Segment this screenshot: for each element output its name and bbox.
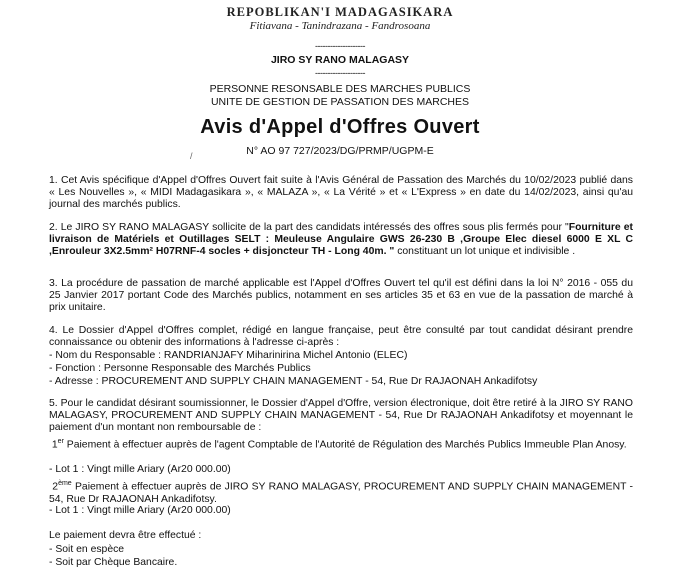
payment-2-ordinal: ème xyxy=(58,480,72,487)
section-5-text: 5. Pour le candidat désirant soumissionner, le Dossier d'Appel d'Offre, version électronique, doit être retiré à la JIRO SY RANO MALAGASY, PROCUREMENT AND SUPPLY CHAIN MANAGEMENT - 54, Rue Dr RAJAONAH Ankadifotsy et moyennant le paiement d'un montant non remboursable de : xyxy=(49,398,633,434)
payment-2 xyxy=(49,478,633,506)
section-3-text: 3. La procédure de passation de marché applicable est l'Appel d'Offres Ouvert tel qu'il est défini dans la loi N° 2016 - 055 du 25 Janvier 2017 portant Code des Marchés publics, notamment en ses articles 35 et 63 en vue de la passation de marché à prix unitaire. xyxy=(49,278,633,314)
prmp-heading: PERSONNE RESONSABLE DES MARCHES PUBLICS xyxy=(209,83,471,95)
payment-1-ordinal: er xyxy=(57,438,64,445)
payment-methods-intro: Le paiement devra être effectué : xyxy=(49,530,202,541)
payment-method-cheque: - Soit par Chèque Bancaire. xyxy=(49,557,178,568)
section-5 xyxy=(49,398,633,435)
ugpm-heading: UNITE DE GESTION DE PASSATION DES MARCHES xyxy=(210,96,470,108)
section-2-intro: 2. Le JIRO SY RANO MALAGASY sollicite de la part des candidats intéressés des offres sous plis fermés pour " xyxy=(49,222,569,233)
payment-1 xyxy=(49,436,633,452)
section-2-object: Fourniture et livraison de Matériels et Outillages SELT : Meuleuse Angulaire GWS 26-230 B ,Groupe Elec diesel 6000 E XL C ,Enrouleur 3X2.5mm² H07RNF-4 socles + disjoncteur TH - Long 40m. " xyxy=(49,222,633,258)
payment-1-description: Paiement à effectuer auprès de l'agent Comptable de l'Autorité de Régulation des Marchés Publics Immeuble Plan Anosy. xyxy=(63,439,627,451)
contact-function: - Fonction : Personne Responsable des Marchés Publics xyxy=(49,363,311,374)
payment-2-number: 2 xyxy=(52,481,59,493)
national-motto: Fitiavana - Tanindrazana - Fandrosoana xyxy=(249,20,431,32)
organization-name: JIRO SY RANO MALAGASY xyxy=(270,54,410,66)
section-4-text: 4. Le Dossier d'Appel d'Offres complet, rédigé en langue française, peut être consulté par tout candidat désirant prendre connaissance ou obtenir des informations à l'adresse ci-après : xyxy=(49,325,633,349)
section-1 xyxy=(49,175,633,212)
section-2 xyxy=(49,222,633,259)
reference-number: N° AO 97 727/2023/DG/PRMP/UGPM-E xyxy=(246,145,434,157)
section-3 xyxy=(49,278,633,315)
payment-2-description: Paiement à effectuer auprès de JIRO SY RANO MALAGASY, PROCUREMENT AND SUPPLY CHAIN MANAGEMENT - 54, Rue Dr RAJAONAH Ankadifotsy. xyxy=(49,481,634,505)
payment-method-cash: - Soit en espèce xyxy=(49,544,125,555)
section-2-end: constituant un lot unique et indivisible . xyxy=(394,246,576,258)
section-2-text xyxy=(49,222,633,259)
page-title: Avis d'Appel d'Offres Ouvert xyxy=(200,116,480,138)
contact-name: - Nom du Responsable : RANDRIANJAFY Miharinirina Michel Antonio (ELEC) xyxy=(49,350,408,361)
payment-1-number: 1 xyxy=(51,439,58,451)
payment-1-text xyxy=(49,436,633,452)
republic-heading: REPOBLIKAN'I MADAGASIKARA xyxy=(226,5,454,19)
section-4 xyxy=(49,325,633,349)
stray-mark: / xyxy=(190,151,193,161)
payment-2-text xyxy=(49,478,633,506)
separator: -------------------- xyxy=(315,68,365,78)
lot-1-amount: - Lot 1 : Vingt mille Ariary (Ar20 000.00) xyxy=(49,505,231,516)
lot-1-amount: - Lot 1 : Vingt mille Ariary (Ar20 000.00) xyxy=(49,464,231,475)
contact-address: - Adresse : PROCUREMENT AND SUPPLY CHAIN MANAGEMENT - 54, Rue Dr RAJAONAH Ankadifotsy xyxy=(49,376,538,387)
section-1-text: 1. Cet Avis spécifique d'Appel d'Offres Ouvert fait suite à l'Avis Général de Passation des Marchés du 10/02/2023 publié dans « Les Nouvelles », « MIDI Madagasikara », « MALAZA », « La Vérité » et « L'Express » en date du 14/02/2023, ainsi qu'au journal des marchés publics. xyxy=(49,175,633,211)
separator: -------------------- xyxy=(315,41,365,51)
